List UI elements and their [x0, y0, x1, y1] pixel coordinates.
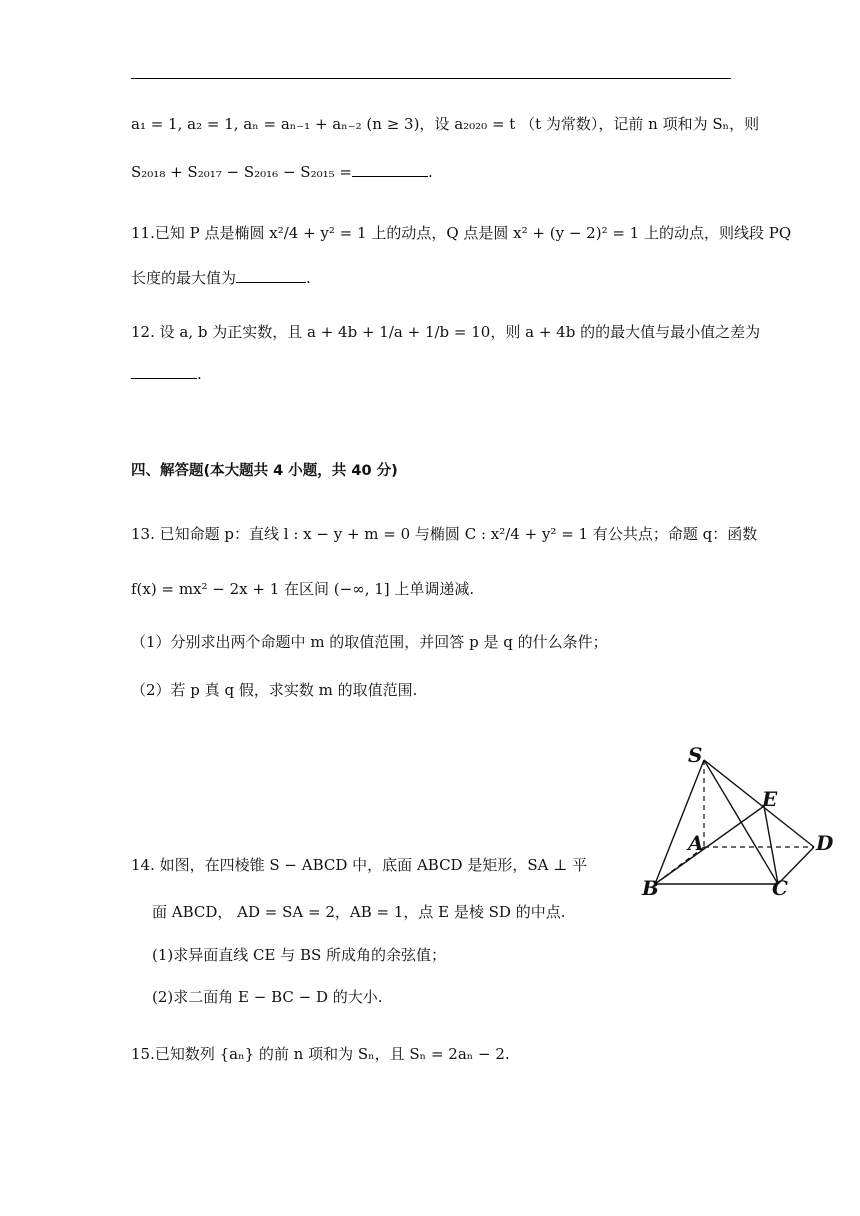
vertex-label-E: E [762, 787, 778, 811]
section-heading: 四、解答题(本大题共 4 小题，共 40 分) [131, 463, 398, 479]
problem12-line2 [131, 363, 202, 385]
problem11-period: . [306, 269, 311, 287]
problem12-period: . [197, 365, 202, 383]
problem13-part1: （1）分别求出两个命题中 m 的取值范围，并回答 p 是 q 的什么条件； [131, 633, 608, 651]
problem14-line1: 14. 如图，在四棱锥 S − ABCD 中，底面 ABCD 是矩形，SA ⊥ 平 [131, 856, 588, 874]
problem10-recurrence-text: a₁ = 1, a₂ = 1, aₙ = aₙ₋₁ + aₙ₋₂ (n ≥ 3)，设 a₂₀₂₀ = t （t 为常数），记前 n 项和为 Sₙ，则 [131, 115, 760, 133]
vertex-label-A: A [688, 831, 704, 855]
problem13-function: f(x) = mx² − 2x + 1 在区间 (−∞, 1] 上单调递减. [131, 580, 475, 598]
problem10-line1 [131, 113, 759, 135]
problem10-line2 [131, 161, 433, 183]
problem12-text: 12. 设 a, b 为正实数，且 a + 4b + 1/a + 1/b = 10，则 a + 4b 的的最大值与最小值之差为 [131, 323, 761, 341]
vertex-label-C: C [772, 876, 788, 900]
problem11-line2 [131, 267, 311, 289]
problem14-line2: 面 ABCD， AD = SA = 2，AB = 1，点 E 是棱 SD 的中点. [152, 903, 566, 921]
problem10-period: . [427, 163, 433, 181]
problem15-line1: 15.已知数列 {aₙ} 的前 n 项和为 Sₙ，且 Sₙ = 2aₙ − 2. [131, 1045, 510, 1063]
problem10-sum-expression: S₂₀₁₈ + S₂₀₁₇ − S₂₀₁₆ − S₂₀₁₅ = [131, 163, 352, 181]
problem11-line1 [131, 222, 791, 244]
answer-blank [131, 364, 197, 379]
problem13-text: 13. 已知命题 p：直线 l : x − y + m = 0 与椭圆 C : x²/4 + y² = 1 有公共点；命题 q：函数 [131, 525, 758, 543]
problem13-line2 [131, 578, 474, 600]
vertex-label-B: B [642, 876, 659, 900]
answer-blank [236, 268, 306, 283]
problem14-part2: (2)求二面角 E − BC − D 的大小. [152, 988, 383, 1006]
pyramid-figure [640, 742, 834, 902]
problem13-part2: （2）若 p 真 q 假，求实数 m 的取值范围. [131, 681, 418, 699]
problem13-line1 [131, 523, 757, 545]
problem14-part1: (1)求异面直线 CE 与 BS 所成角的余弦值； [152, 946, 447, 964]
edge-EB [655, 806, 764, 884]
problem11-text: 11.已知 P 点是椭圆 x²/4 + y² = 1 上的动点，Q 点是圆 x² + (y − 2)² = 1 上的动点，则线段 PQ [131, 224, 792, 242]
vertex-label-S: S [688, 743, 703, 767]
problem11-question: 长度的最大值为 [131, 269, 237, 287]
vertex-label-D: D [816, 831, 834, 855]
answer-blank [352, 162, 428, 177]
edge-SD [704, 760, 814, 847]
header-rule [131, 78, 731, 79]
problem12-line1 [131, 321, 760, 343]
